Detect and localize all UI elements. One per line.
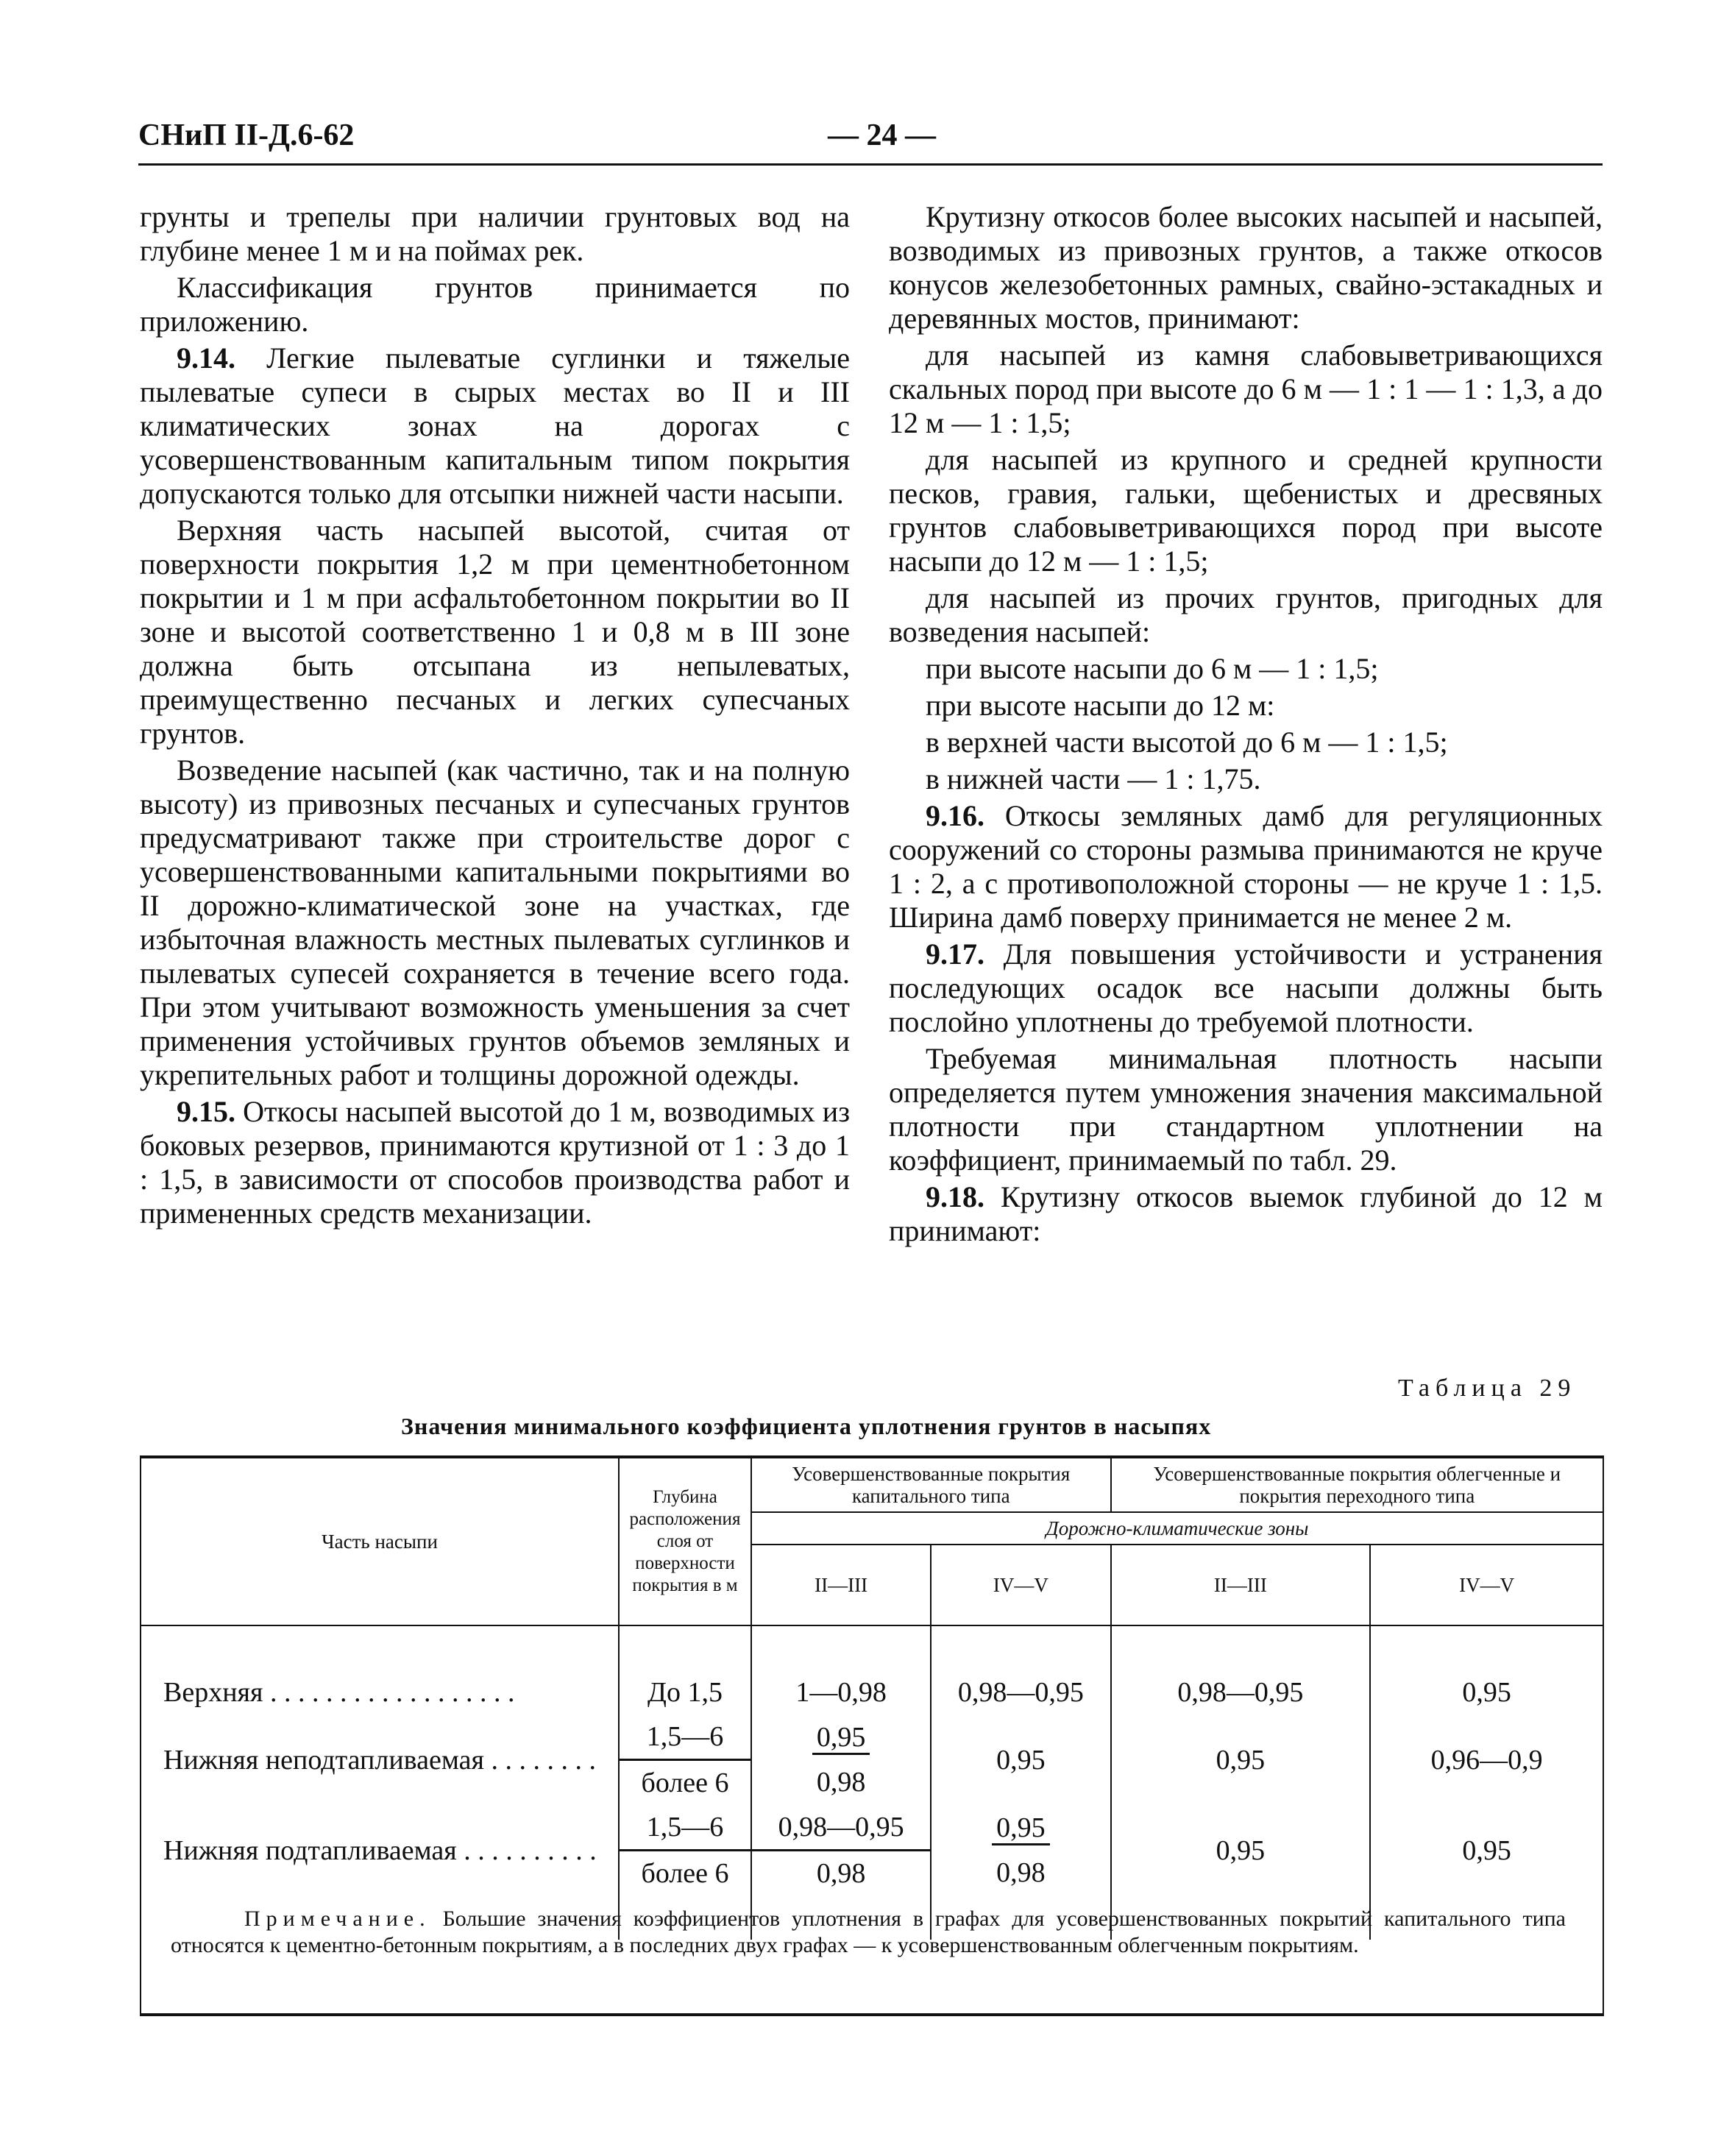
table-row [141,1670,1603,1714]
cell-value: 0,96—0,9 [1370,1714,1603,1805]
cell-value: 0,98 [931,1851,1110,1896]
paragraph-text: Крутизну откосов более высоких насыпей и насыпей, возводимых из привозных грунтов, а также откосов конусов железобетонных рамных, свайно-эстакадных и деревянных мостов, принимают: [889,200,1603,335]
left-column [140,200,850,1230]
header-group-capital: Усовершенствованные покрытия капитального типа [751,1457,1111,1512]
header-zones: Дорожно-климатические зоны [751,1512,1603,1545]
table-note [140,1906,1604,2016]
paragraph [889,443,1603,578]
cell-value [931,1805,1110,1851]
clause-number: 9.15. [177,1095,235,1128]
header-zone: II—III [751,1545,931,1625]
cell-part: Верхняя . . . . . . . . . . . . . . . . . . [141,1670,619,1714]
paragraph-text: для насыпей из камня слабовыветривающихся скальных пород при высоте до 6 м — 1 : 1 — 1 : 1,3, а до 12 м — 1 : 1,5; [889,338,1603,439]
paragraph-text: в верхней части высотой до 6 м — 1 : 1,5; [926,726,1448,759]
paragraph [889,689,1603,723]
cell-value: 0,95 [1111,1714,1371,1805]
paragraph-text: Возведение насыпей (как частично, так и на полную высоту) из привозных песчаных и супесчаных грунтов предусматривают также при строительстве дорог с усовершенствованными капитальными покрытиями во II дорожно-климатической зоне на участках, где избыточная влажность местных пылеватых суглинков и пылеватых супесей сохраняется в течение всего года. При этом учитывают возможность уменьшения за счет применения устойчивых грунтов объемов земляных и укрепительных работ и толщины дорожной одежды. [140,753,850,1091]
paragraph [889,1180,1603,1248]
cell-value: 0,95 [1370,1670,1603,1714]
cell-value-top: 0,95 [812,1722,870,1755]
clause-number: 9.16. [926,799,984,832]
cell-value: 0,98—0,95 [1111,1670,1371,1714]
cell-depth: более 6 [619,1851,751,1896]
note-label: Примечание. [244,1907,431,1931]
right-column [889,200,1603,1248]
cell-value: 0,98 [751,1851,931,1896]
paragraph [889,799,1603,935]
paragraph-text: в нижней части — 1 : 1,75. [926,762,1261,795]
page-number: — 24 — [828,118,936,152]
header-part: Часть насыпи [141,1457,619,1625]
paragraph [140,341,850,511]
paragraph-text: Верхняя часть насыпей высотой, считая от поверхности покрытия 1,2 м при цементнобетонном покрытии и 1 м при асфальтобетонном покрытии во II зоне и высотой соответственно 1 и 0,8 м в III зоне должна быть отсыпана из непылеватых, преимущественно песчаных и легких супесчаных грунтов. [140,514,850,750]
paragraph-text: Легкие пылеватые суглинки и тяжелые пылеватые супеси в сырых местах во II и III климатических зонах на дорогах с усовершенствованным капитальным типом покрытия допускаются только для отсыпки нижней части насыпи. [140,341,850,510]
table-row [141,1805,1603,1851]
paragraph-text: Для повышения устойчивости и устранения последующих осадок все насыпи должны быть послойно уплотнены до требуемой плотности. [889,937,1603,1038]
cell-value: 0,95 [1370,1805,1603,1896]
header-zone: IV—V [931,1545,1110,1625]
header-depth: Глубина расположения слоя от поверхности покрытия в м [619,1457,751,1625]
cell-value: 0,95 [931,1714,1110,1805]
cell-part: Нижняя подтапливаемая . . . . . . . . . . [141,1805,619,1896]
paragraph [140,1095,850,1230]
paragraph-text: при высоте насыпи до 6 м — 1 : 1,5; [926,652,1379,685]
table-label: Таблица 29 [1398,1375,1577,1402]
paragraph-text: при высоте насыпи до 12 м: [926,689,1275,722]
paragraph [889,652,1603,686]
header-group-light: Усовершенствованные покрытия облегченные и покрытия переходного типа [1111,1457,1603,1512]
cell-value: 1—0,98 [751,1670,931,1714]
cell-part: Нижняя неподтапливаемая . . . . . . . . [141,1714,619,1805]
paragraph [140,753,850,1092]
document-code: СНиП II-Д.6-62 [138,118,355,152]
paragraph-text: Классификация грунтов принимается по приложению. [140,271,850,338]
cell-value: 0,98 [751,1760,931,1806]
paragraph-text: Требуемая минимальная плотность насыпи определяется путем умножения значения максимальной плотности при стандартном уплотнении на коэффициент, принимаемый по табл. 29. [889,1042,1603,1177]
paragraph-text: для насыпей из крупного и средней крупности песков, гравия, гальки, щебенистых и дресвяных грунтов слабовыветривающихся пород при высоте насыпи до 12 м — 1 : 1,5; [889,443,1603,578]
compaction-table [140,1455,1604,1940]
cell-depth: 1,5—6 [619,1805,751,1851]
paragraph [889,1042,1603,1177]
paragraph [140,271,850,338]
cell-value: 0,95 [1111,1805,1371,1896]
cell-value [751,1714,931,1760]
note-text: Большие значения коэффициентов уплотнения в графах для усовершенствованных покрытий капитального типа относятся к цементно-бетонным покрытиям, а в последних двух графах — к усовершенствованным облегченным покрытиям. [171,1907,1566,1957]
paragraph [889,200,1603,336]
paragraph-text: Откосы земляных дамб для регуляционных сооружений со стороны размыва принимаются не круче 1 : 2, а с противоположной стороны — не круче 1 : 1,5. Ширина дамб поверху принимается не менее 2 м. [889,799,1603,934]
cell-depth: До 1,5 [619,1670,751,1714]
cell-depth: 1,5—6 [619,1714,751,1760]
paragraph-text: для насыпей из прочих грунтов, пригодных для возведения насыпей: [889,581,1603,648]
table-row [141,1714,1603,1760]
paragraph [889,762,1603,796]
cell-value: 0,98—0,95 [931,1670,1110,1714]
paragraph [889,338,1603,440]
paragraph [140,200,850,268]
header-rule [138,163,1603,166]
paragraph-text: грунты и трепелы при наличии грунтовых вод на глубине менее 1 м и на поймах рек. [140,200,850,267]
cell-depth: более 6 [619,1760,751,1806]
cell-value-top: 0,95 [992,1812,1050,1845]
paragraph [889,726,1603,759]
table-title: Значения минимального коэффициента уплотнения грунтов в насыпях [401,1413,1212,1439]
header-zone: II—III [1111,1545,1371,1625]
cell-value: 0,98—0,95 [751,1805,931,1851]
header-zone: IV—V [1370,1545,1603,1625]
clause-number: 9.18. [926,1180,984,1213]
clause-number: 9.17. [926,937,984,971]
clause-number: 9.14. [177,341,235,375]
paragraph [889,937,1603,1039]
paragraph [889,581,1603,649]
paragraph-text: Крутизну откосов выемок глубиной до 12 м принимают: [889,1180,1603,1247]
paragraph [140,514,850,751]
paragraph-text: Откосы насыпей высотой до 1 м, возводимых из боковых резервов, принимаются крутизной от 1 : 3 до 1 : 1,5, в зависимости от способов производства работ и примененных средств механизации. [140,1095,850,1230]
